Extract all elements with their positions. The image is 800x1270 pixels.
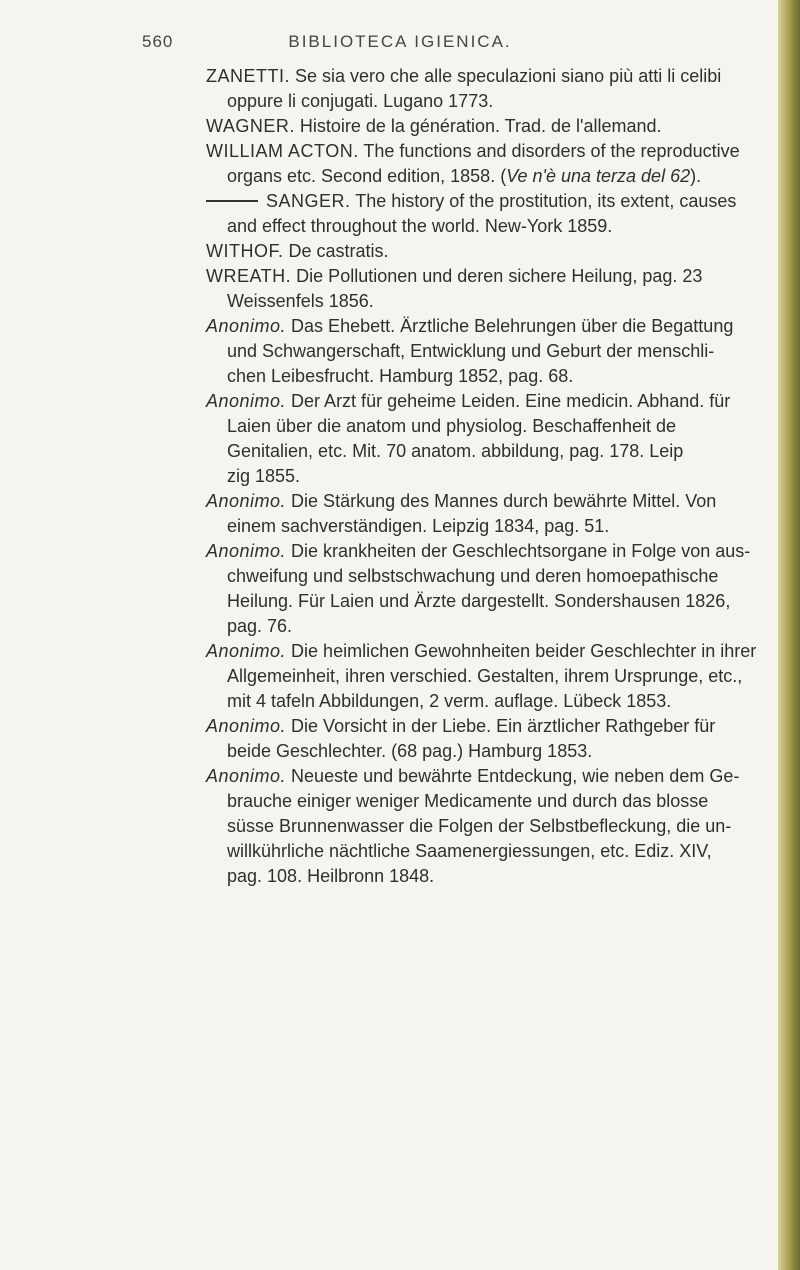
running-title: BIBLIOTECA IGIENICA. (288, 32, 512, 51)
entry-text: Die Pollutionen und deren sichere Heilung, pag. 23 (291, 266, 703, 286)
entry-text: The functions and disorders of the reproductive (358, 141, 740, 161)
entry-author: WREATH. (206, 266, 292, 286)
entry-author: Anonimo. (206, 316, 287, 336)
entry-text: De castratis. (283, 241, 389, 261)
entry-line: chen Leibesfrucht. Hamburg 1852, pag. 68. (227, 366, 574, 386)
entry-author: WILLIAM ACTON. (206, 141, 359, 161)
entry-line (206, 64, 721, 88)
entry-author: Anonimo. (206, 766, 287, 786)
entry-line (206, 139, 740, 163)
entry-text: Die Vorsicht in der Liebe. Ein ärztlicher Rathgeber für (286, 716, 716, 736)
entry-text: Die krankheiten der Geschlechtsorgane in Folge von aus- (286, 541, 751, 561)
entry-line: chweifung und selbstschwachung und deren homoepathische (227, 566, 719, 586)
entry-line: Allgemeinheit, ihren verschied. Gestalten, ihrem Ursprunge, etc., (227, 666, 743, 686)
entry-line: süsse Brunnenwasser die Folgen der Selbstbefleckung, die un- (227, 816, 732, 836)
entry-text: Histoire de la génération. Trad. de l'allemand. (294, 116, 662, 136)
entry-line (206, 239, 389, 263)
entry-line (206, 314, 733, 338)
entry-line (206, 639, 756, 663)
entry-author: Anonimo. (206, 641, 287, 661)
entry-text: The history of the prostitution, its extent, causes (350, 191, 737, 211)
entry-note: Ve n'è una terza del 62 (506, 166, 691, 186)
entry-author: WITHOF. (206, 241, 284, 261)
entry-text: Se sia vero che alle speculazioni siano più atti li celibi (290, 66, 722, 86)
entry-line: beide Geschlechter. (68 pag.) Hamburg 1853. (227, 741, 593, 761)
entry-text: Neueste und bewährte Entdeckung, wie neben dem Ge- (286, 766, 740, 786)
entry-text: Das Ehebett. Ärztliche Belehrungen über die Begattung (286, 316, 734, 336)
entry-line: Laien über die anatom und physiolog. Beschaffenheit de (227, 416, 676, 436)
entry-line (206, 114, 662, 138)
entry-line (206, 764, 739, 788)
entry-author: Anonimo. (206, 541, 287, 561)
entry-author: Anonimo. (206, 716, 287, 736)
entry-line (206, 489, 716, 513)
entry-line: brauche einiger weniger Medicamente und durch das blosse (227, 791, 709, 811)
entry-line: and effect throughout the world. New-York 1859. (227, 216, 613, 236)
entry-text: Die Stärkung des Mannes durch bewährte Mittel. Von (286, 491, 717, 511)
entry-text: Die heimlichen Gewohnheiten beider Geschlechter in ihrer (286, 641, 757, 661)
entry-line: mit 4 tafeln Abbildungen, 2 verm. auflage. Lübeck 1853. (227, 691, 672, 711)
entry-line (206, 389, 730, 413)
entry-line: pag. 76. (227, 616, 293, 636)
entry-text: ). (690, 166, 702, 186)
entry-author: SANGER. (266, 191, 351, 211)
entry-author: Anonimo. (206, 391, 287, 411)
entry-line: einem sachverständigen. Leipzig 1834, pag. 51. (227, 516, 610, 536)
entry-line (227, 164, 701, 188)
entry-line: Weissenfels 1856. (227, 291, 374, 311)
page-header (0, 32, 800, 56)
page-edge (778, 0, 800, 1270)
entry-line: Genitalien, etc. Mit. 70 anatom. abbildung, pag. 178. Leip (227, 441, 684, 461)
entry-line (206, 539, 750, 563)
entry-line: pag. 108. Heilbronn 1848. (227, 866, 435, 886)
entry-line: Heilung. Für Laien und Ärzte dargestellt. Sondershausen 1826, (227, 591, 731, 611)
entry-line (206, 189, 736, 213)
entry-line (206, 264, 702, 288)
entry-line (206, 714, 715, 738)
entry-author: Anonimo. (206, 491, 287, 511)
entry-line: und Schwangerschaft, Entwicklung und Geburt der menschli- (227, 341, 715, 361)
entry-author: ZANETTI. (206, 66, 290, 86)
entry-text: organs etc. Second edition, 1858. ( (227, 166, 507, 186)
entry-line: zig 1855. (227, 466, 301, 486)
entry-text: Der Arzt für geheime Leiden. Eine medicin. Abhand. für (286, 391, 731, 411)
entry-line: oppure li conjugati. Lugano 1773. (227, 91, 494, 111)
entry-author: WAGNER. (206, 116, 295, 136)
page-number: 560 (142, 32, 174, 51)
ditto-dash (206, 200, 258, 202)
entry-line: willkührliche nächtliche Saamenergiessungen, etc. Ediz. XIV, (227, 841, 712, 861)
